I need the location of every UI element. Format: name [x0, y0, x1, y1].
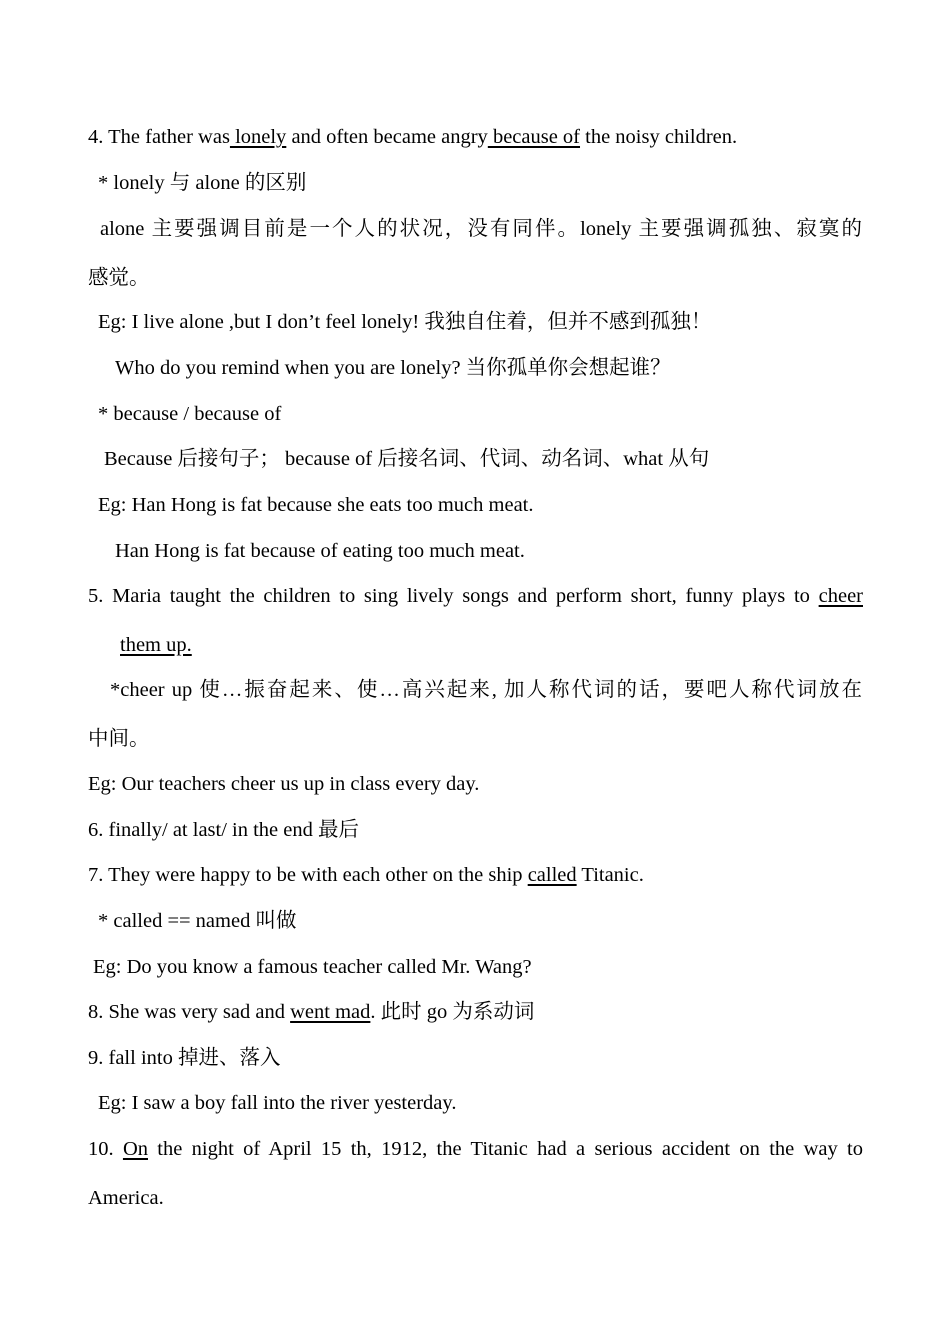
note-10-sentence: [88, 1136, 863, 1162]
called-explanation: * called == named 叫做: [98, 910, 297, 932]
sentence-text: . 此时 go 为系动词: [370, 1001, 535, 1023]
note-9: 9. fall into 掉进、落入: [88, 1047, 281, 1069]
because-explanation: Because 后接句子； because of 后接名词、代词、动名词、what 从句: [104, 448, 710, 470]
example-lonely-2: Who do you remind when you are lonely? 当你孤单你会想起谁？: [115, 357, 671, 379]
note-5-sentence-cont: [120, 632, 895, 658]
note-8-sentence: [88, 999, 863, 1025]
sentence-text: 8. She was very sad and: [88, 1001, 291, 1023]
example-lonely-1: Eg: I live alone ,but I don’t feel lonely! 我独自住着，但并不感到孤独！: [98, 311, 712, 333]
sentence-text: and often became angry: [286, 126, 488, 148]
lonely-alone-heading: * lonely 与 alone 的区别: [98, 172, 307, 194]
example-fall-into: Eg: I saw a boy fall into the river yesterday.: [98, 1092, 457, 1114]
lonely-alone-explanation-cont: 感觉。: [88, 267, 150, 289]
sentence-text: 10.: [88, 1138, 123, 1160]
sentence-text: 7. They were happy to be with each other on the ship: [88, 864, 528, 886]
cheer-up-explanation: *cheer up 使…振奋起来、使…高兴起来, 加人称代词的话，要吧人称代词放在: [110, 679, 862, 701]
note-4-sentence: [88, 124, 863, 150]
sentence-text: the night of April 15 th, 1912, the Titanic had a serious accident on the way to: [148, 1138, 863, 1160]
underlined-term-lonely: lonely: [229, 126, 287, 148]
example-because-1: Eg: Han Hong is fat because she eats too much meat.: [98, 494, 534, 516]
sentence-text: the noisy children.: [580, 126, 738, 148]
sentence-text: 4. The father was: [88, 126, 230, 148]
note-7-sentence: [88, 862, 863, 888]
example-called: Eg: Do you know a famous teacher called Mr. Wang?: [93, 956, 532, 978]
underlined-term-because-of: because of: [487, 126, 581, 148]
underlined-term-them-up: them up.: [120, 634, 192, 656]
underlined-term-cheer: cheer: [818, 585, 863, 607]
underlined-term-on: On: [122, 1138, 148, 1160]
lonely-alone-explanation: alone 主要强调目前是一个人的状况，没有同伴。lonely 主要强调孤独、寂寞的: [100, 218, 862, 240]
example-cheer-up: Eg: Our teachers cheer us up in class every day.: [88, 773, 480, 795]
note-6: 6. finally/ at last/ in the end 最后: [88, 819, 360, 841]
underlined-term-went-mad: went mad: [290, 1001, 371, 1023]
cheer-up-explanation-cont: 中间。: [88, 728, 150, 750]
note-5-sentence: [88, 583, 863, 609]
sentence-text: Titanic.: [576, 864, 644, 886]
sentence-text: 5. Maria taught the children to sing lively songs and perform short, funny plays to: [88, 585, 819, 607]
because-heading: * because / because of: [98, 403, 282, 425]
note-10-sentence-cont: America.: [88, 1187, 164, 1209]
underlined-term-called: called: [527, 864, 577, 886]
example-because-2: Han Hong is fat because of eating too much meat.: [115, 540, 525, 562]
